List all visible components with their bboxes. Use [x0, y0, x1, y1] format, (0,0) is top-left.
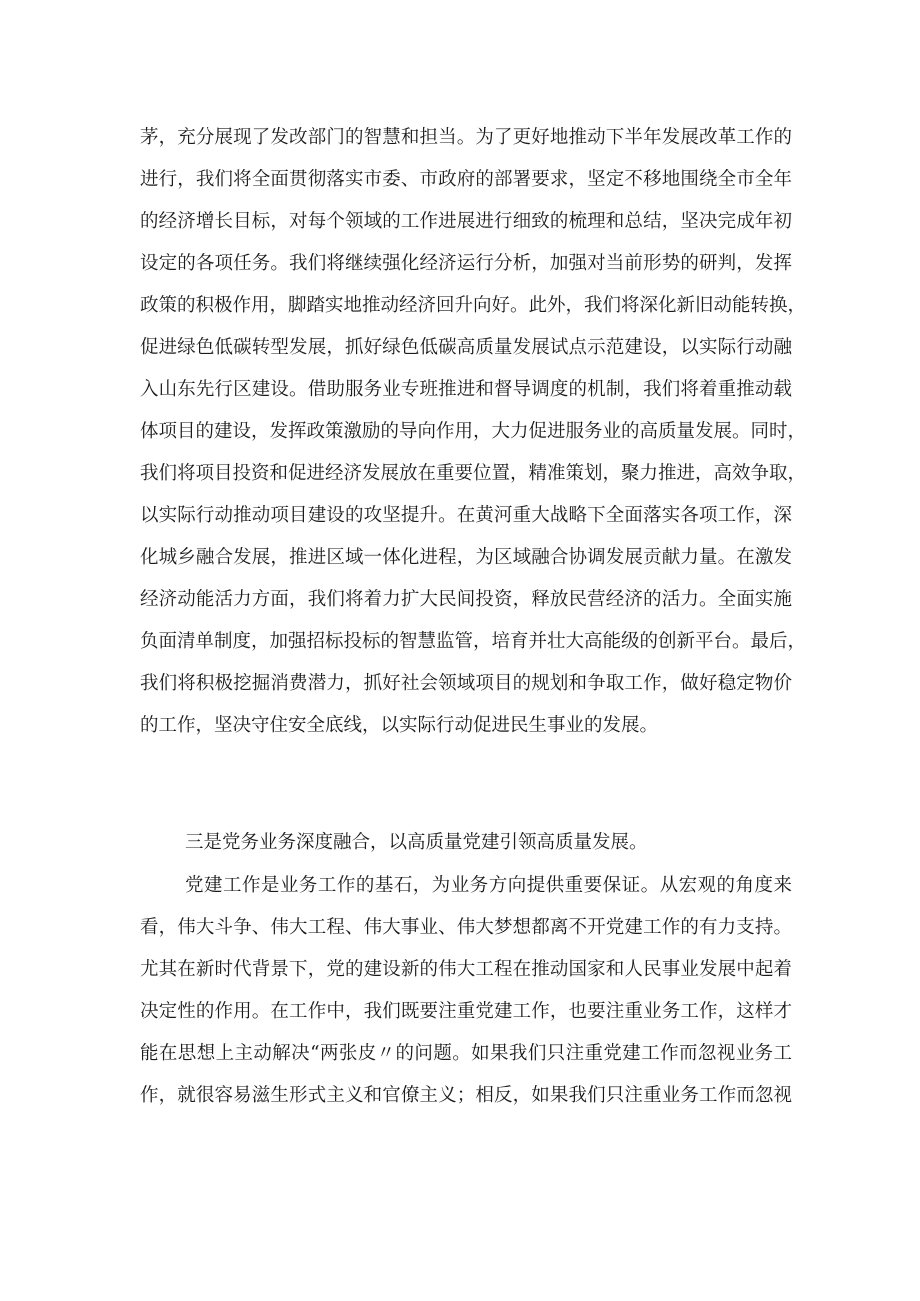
paragraph-line: 负面清单制度，加强招标投标的智慧监管，培育并壮大高能级的创新平台。最后，: [140, 631, 807, 652]
paragraph-line: 作，就很容易滋生形式主义和官僚主义；相反，如果我们只注重业务工作而忽视: [140, 1085, 792, 1106]
paragraph-line: 的工作，坚决守住安全底线，以实际行动促进民生事业的发展。: [140, 715, 659, 736]
paragraph-line: 化城乡融合发展，推进区域一体化进程，为区域融合协调发展贡献力量。在激发: [140, 547, 792, 568]
paragraph-line: 茅，充分展现了发改部门的智慧和担当。为了更好地推动下半年发展改革工作的: [140, 127, 792, 148]
paragraph-line: 体项目的建设，发挥政策激励的导向作用，大力促进服务业的高质量发展。同时，: [140, 421, 807, 442]
paragraph-line: 设定的各项任务。我们将继续强化经济运行分析，加强对当前形势的研判，发挥: [140, 253, 792, 274]
body-paragraph-2: [140, 865, 792, 1117]
paragraph-line: 我们将项目投资和促进经济发展放在重要位置，精准策划，聚力推进，高效争取，: [140, 463, 807, 484]
paragraph-line: 能在思想上主动解决“两张皮〃的问题。如果我们只注重党建工作而忽视业务工: [140, 1043, 792, 1064]
paragraph-line: 入山东先行区建设。借助服务业专班推进和督导调度的机制，我们将着重推动载: [140, 379, 792, 400]
paragraph-line: 尤其在新时代背景下，党的建设新的伟大工程在推动国家和人民事业发展中起着: [140, 959, 792, 980]
section-heading: [140, 822, 792, 864]
paragraph-line: 的经济增长目标，对每个领域的工作进展进行细致的梳理和总结，坚决完成年初: [140, 211, 792, 232]
paragraph-line: 党建工作是业务工作的基石，为业务方向提供重要保证。从宏观的角度来: [185, 875, 792, 896]
body-paragraph-1: [140, 117, 807, 747]
paragraph-line: 看，伟大斗争、伟大工程、伟大事业、伟大梦想都离不开党建工作的有力支持。: [140, 917, 792, 938]
paragraph-line: 进行，我们将全面贯彻落实市委、市政府的部署要求，坚定不移地围绕全市全年: [140, 169, 792, 190]
paragraph-line: 我们将积极挖掘消费潜力，抓好社会领域项目的规划和争取工作，做好稳定物价: [140, 673, 792, 694]
paragraph-line: 以实际行动推动项目建设的攻坚提升。在黄河重大战略下全面落实各项工作，深: [140, 505, 792, 526]
section-heading-text: 三是党务业务深度融合，以高质量党建引领高质量发展。: [185, 832, 648, 853]
paragraph-line: 经济动能活力方面，我们将着力扩大民间投资，释放民营经济的活力。全面实施: [140, 589, 792, 610]
paragraph-line: 政策的积极作用，脚踏实地推动经济回升向好。此外，我们将深化新旧动能转换，: [140, 295, 807, 316]
paragraph-line: 促进绿色低碳转型发展，抓好绿色低碳高质量发展试点示范建设，以实际行动融: [140, 337, 792, 358]
paragraph-line: 决定性的作用。在工作中，我们既要注重党建工作，也要注重业务工作，这样才: [140, 1001, 792, 1022]
